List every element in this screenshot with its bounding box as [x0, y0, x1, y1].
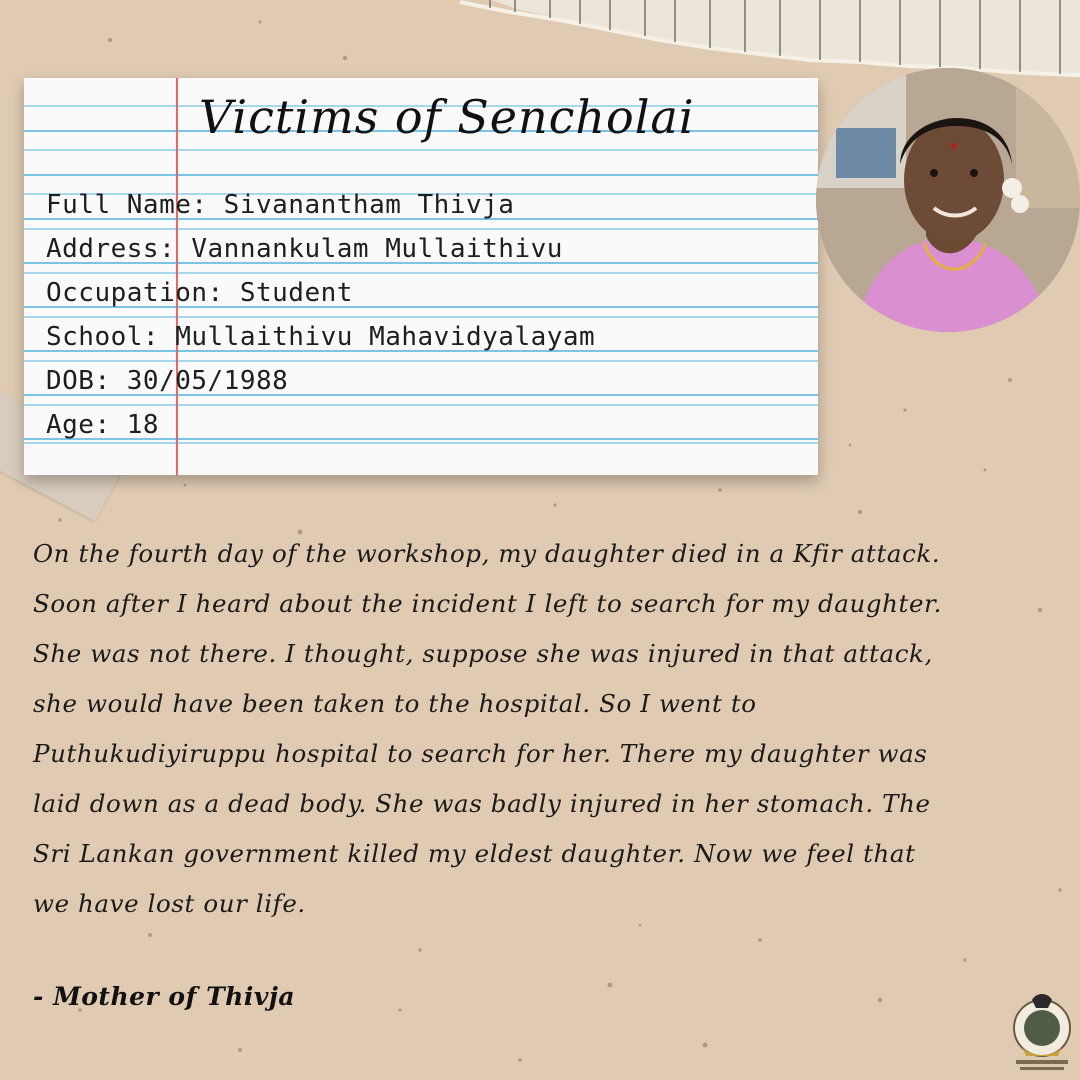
testimony-line: Soon after I heard about the incident I left to search for my daughter.	[33, 589, 943, 618]
testimony-line: Puthukudiyiruppu hospital to search for her. There my daughter was	[33, 739, 928, 768]
field-school: School: Mullaithivu Mahavidyalayam	[46, 322, 596, 352]
testimony-line: laid down as a dead body. She was badly injured in her stomach. The	[33, 789, 931, 818]
testimony-text	[33, 529, 1043, 929]
victim-info-card	[24, 78, 818, 475]
card-title: Victims of Sencholai	[199, 90, 695, 144]
portrait-photo	[816, 68, 1080, 332]
testimony-line: she would have been taken to the hospital. So I went to	[33, 689, 757, 718]
testimony-line: Sri Lankan government killed my eldest daughter. Now we feel that	[33, 839, 916, 868]
field-dob: DOB: 30/05/1988	[46, 366, 289, 396]
field-age: Age: 18	[46, 410, 160, 440]
portrait-icon	[816, 68, 1080, 332]
testimony-line: On the fourth day of the workshop, my daughter died in a Kfir attack.	[33, 539, 941, 568]
testimony-line: She was not there. I thought, suppose she was injured in that attack,	[33, 639, 933, 668]
testimony-line: we have lost our life.	[33, 889, 306, 918]
margin-line	[176, 78, 178, 475]
field-full-name: Full Name: Sivanantham Thivja	[46, 190, 515, 220]
field-address: Address: Vannankulam Mullaithivu	[46, 234, 563, 264]
organization-emblem-icon	[1008, 990, 1076, 1076]
testimony-attribution: - Mother of Thivja	[33, 982, 296, 1011]
field-occupation: Occupation: Student	[46, 278, 353, 308]
